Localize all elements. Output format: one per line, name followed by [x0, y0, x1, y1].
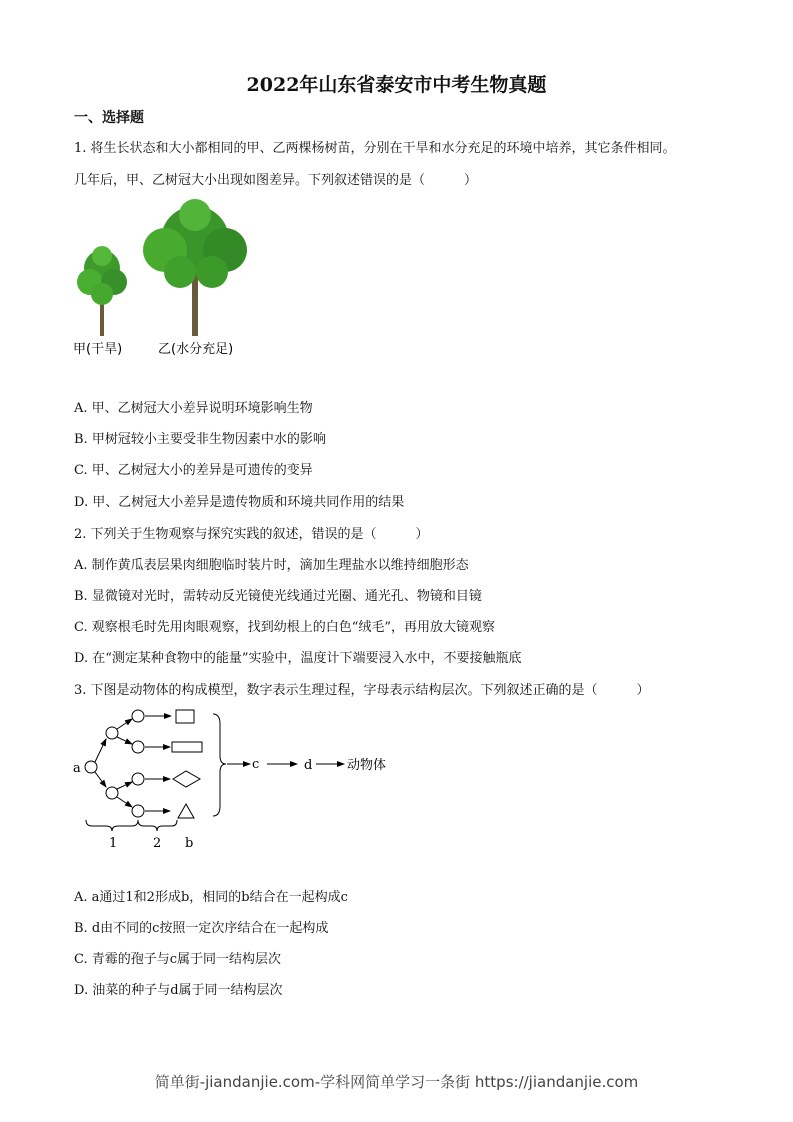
q1-stem-cont: 几年后，甲、乙树冠大小出现如图差异。下列叙述错误的是（ ） [74, 173, 478, 188]
label-d: d [304, 758, 313, 773]
q1-option-d: D. 甲、乙树冠大小差异是遗传物质和环境共同作用的结果 [74, 495, 405, 510]
tree-label-jia: 甲(干旱) [73, 342, 123, 357]
q3-option-d: D. 油菜的种子与d属于同一结构层次 [74, 983, 283, 998]
label-a: a [73, 761, 81, 776]
tree-large-image [143, 199, 247, 336]
section-heading: 一、选择题 [74, 110, 144, 126]
label-c: c [252, 757, 260, 772]
q2-stem: 2. 下列关于生物观察与探究实践的叙述，错误的是（ ） [74, 527, 429, 542]
q1-option-c: C. 甲、乙树冠大小的差异是可遗传的变异 [74, 463, 313, 478]
q3-option-a: A. a通过1和2形成b，相同的b结合在一起构成c [74, 890, 348, 905]
q2-option-c: C. 观察根毛时先用肉眼观察，找到幼根上的白色“绒毛”，再用放大镜观察 [74, 620, 496, 635]
q2-option-b: B. 显微镜对光时，需转动反光镜使光线通过光圈、通光孔、物镜和目镜 [74, 589, 482, 604]
label-animal: 动物体 [347, 758, 387, 773]
q2-option-a: A. 制作黄瓜表层果肉细胞临时装片时，滴加生理盐水以维持细胞形态 [74, 558, 469, 573]
q3-option-b: B. d由不同的c按照一定次序结合在一起构成 [74, 921, 329, 936]
label-2: 2 [153, 836, 162, 851]
label-b: b [185, 836, 194, 851]
q2-option-d: D. 在“测定某种食物中的能量”实验中，温度计下端要浸入水中，不要接触瓶底 [74, 651, 522, 666]
label-1: 1 [109, 836, 118, 851]
q1-stem: 1. 将生长状态和大小都相同的甲、乙两棵杨树苗，分别在干旱和水分充足的环境中培养，其它条件相同。 [74, 141, 676, 156]
q1-option-b: B. 甲树冠较小主要受非生物因素中水的影响 [74, 432, 326, 447]
page-title: 2022年山东省泰安市中考生物真题 [246, 74, 547, 96]
q1-option-a: A. 甲、乙树冠大小差异说明环境影响生物 [74, 401, 313, 416]
q3-option-c: C. 青霉的孢子与c属于同一结构层次 [74, 952, 282, 967]
tree-label-yi: 乙(水分充足) [158, 342, 234, 357]
q3-stem: 3. 下图是动物体的构成模型，数字表示生理过程，字母表示结构层次。下列叙述正确的是（ ） [74, 683, 650, 698]
footer-watermark: 简单街-jiandanjie.com-学科网简单学习一条街 https://jiandanjie.com [154, 1073, 639, 1091]
tree-small-image [77, 246, 127, 336]
